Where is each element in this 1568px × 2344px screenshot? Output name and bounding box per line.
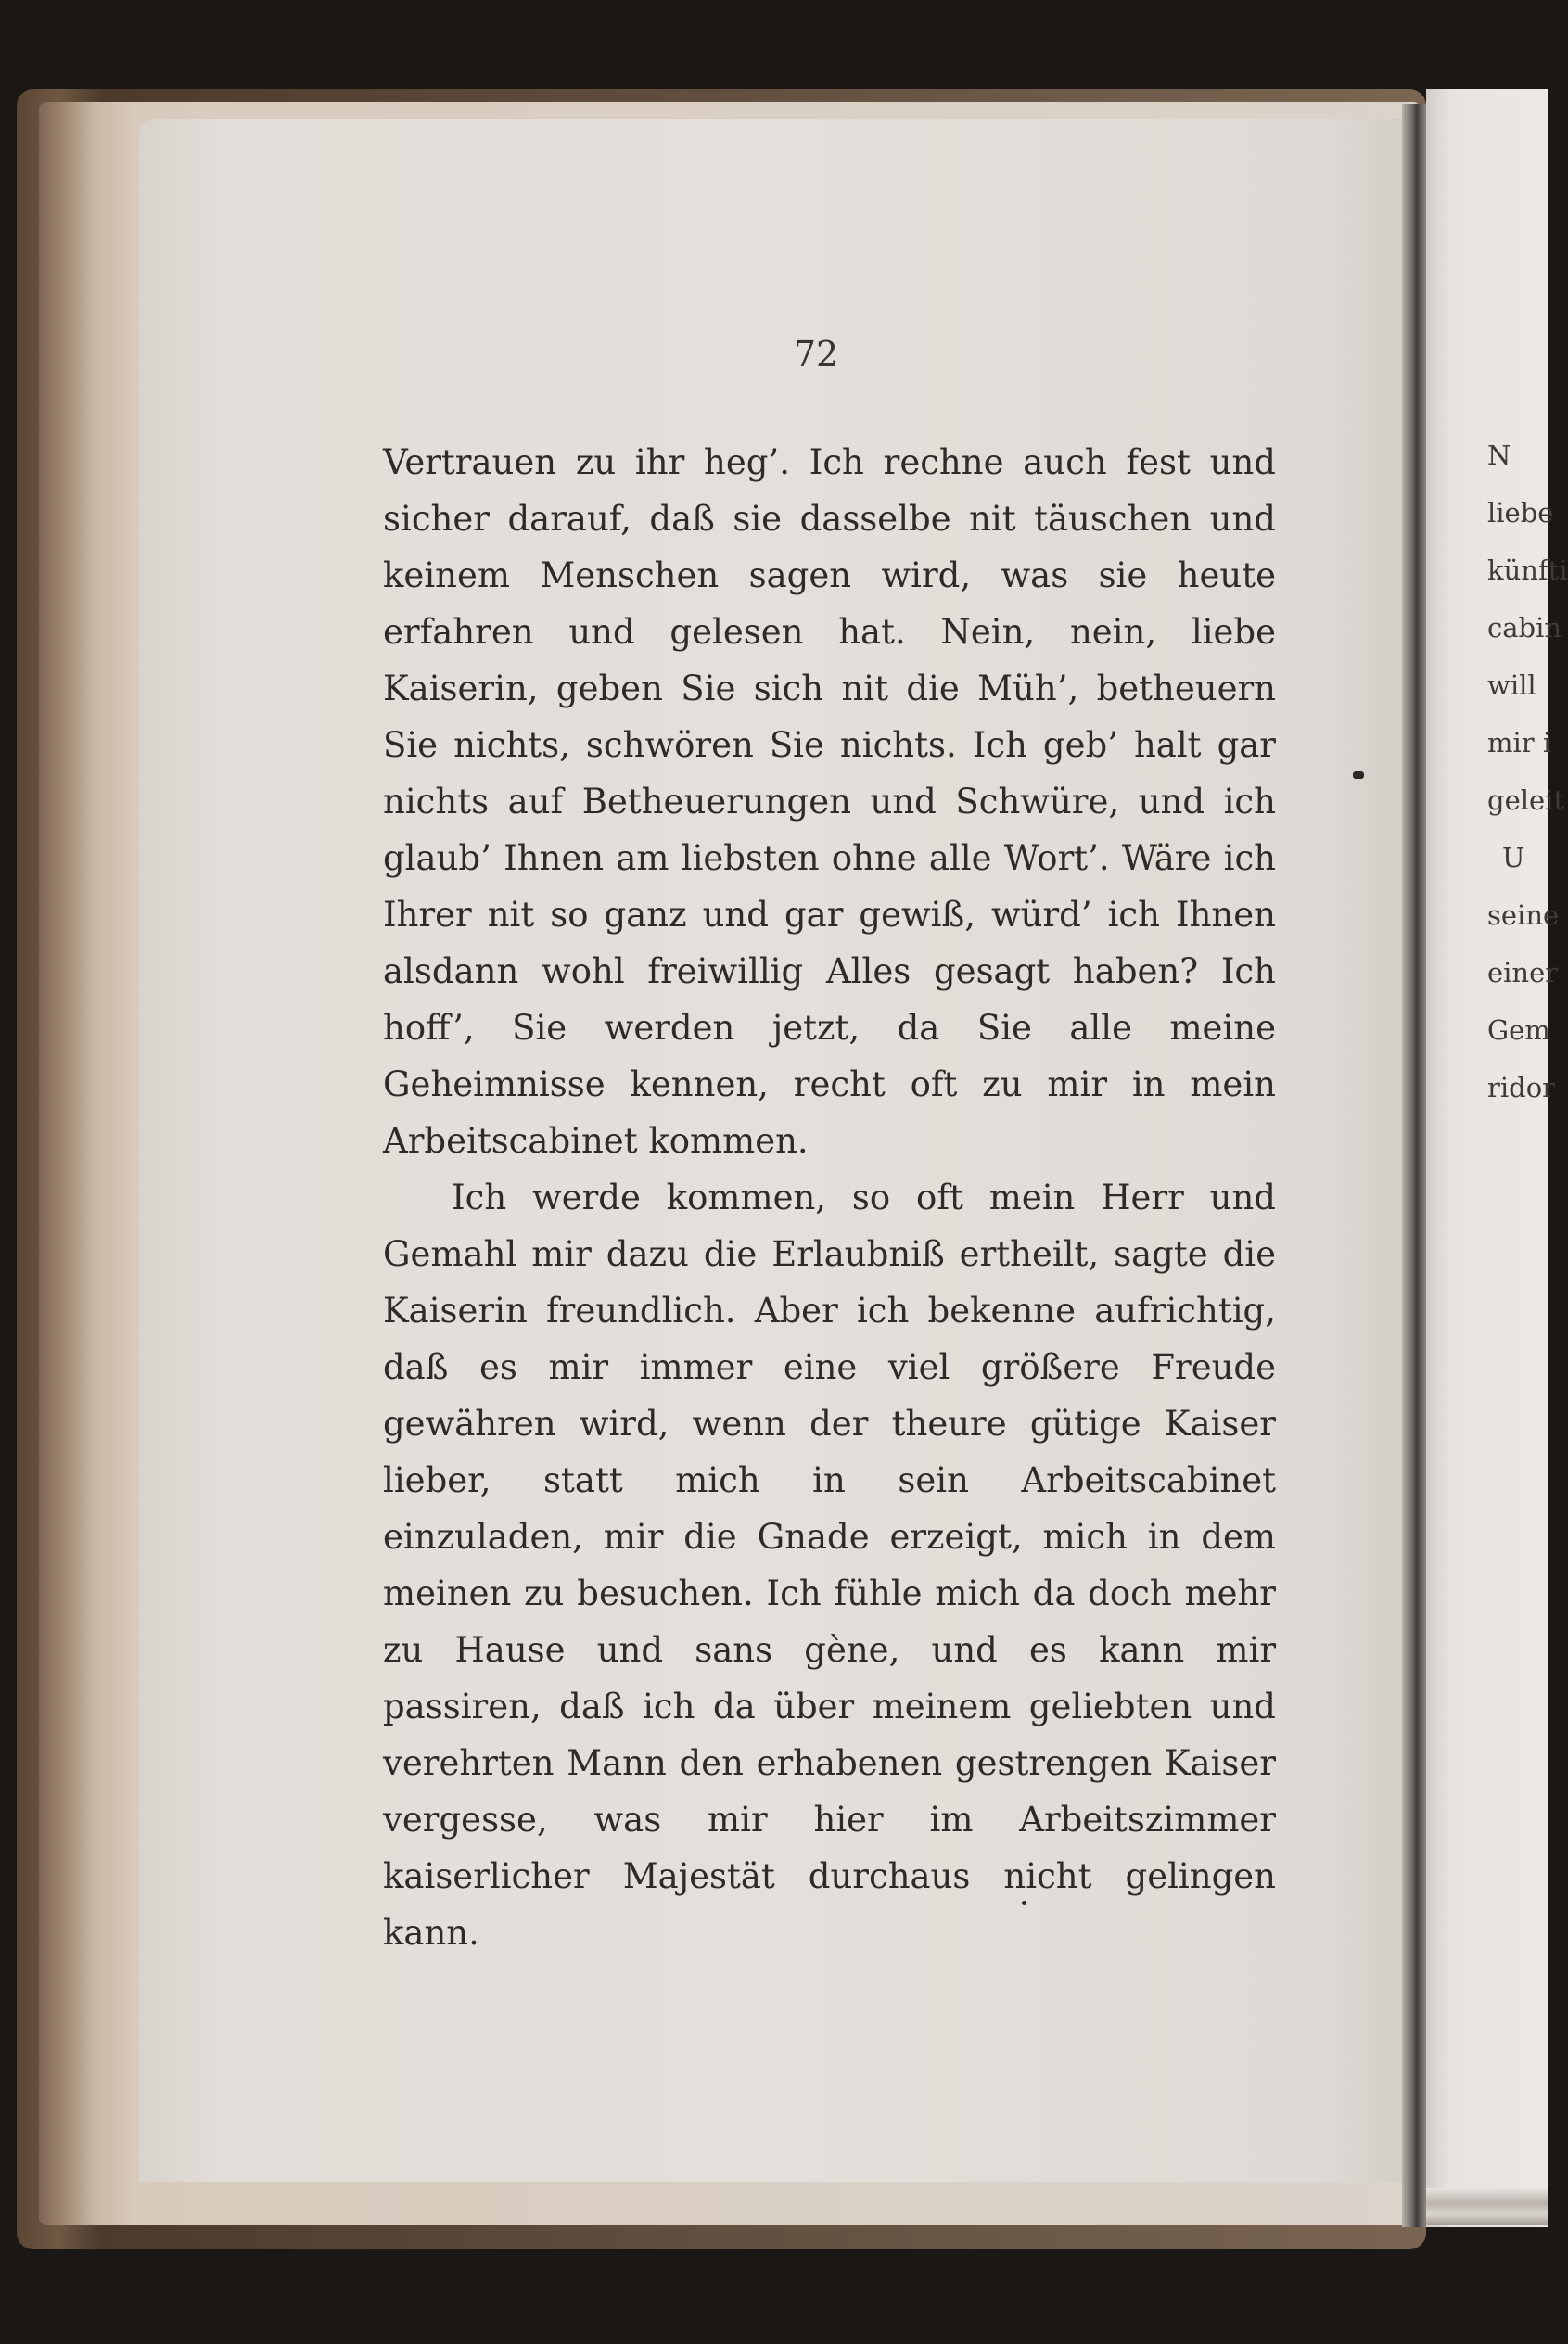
right-page — [1426, 89, 1568, 2227]
facing-page-fragment: cabin — [1487, 612, 1562, 643]
paragraph-1: Vertrauen zu ihr heg’. Ich rechne auch fest und sicher darauf, daß sie dasselbe nit täuschen und keinem Menschen sagen wird, was sie heute erfahren und gelesen hat. Nein, nein, liebe Kaiserin, geben Sie sich nit die Müh’, betheuern Sie nichts, schwören Sie nichts. Ich geb’ halt gar nichts auf Betheuerungen und Schwüre, und ich glaub’ Ihnen am liebsten ohne alle Wort’. Wäre ich Ihrer nit so ganz und gar gewiß, würd’ ich Ihnen alsdann wohl freiwillig Alles gesagt haben? Ich hoff’, Sie werden jetzt, da Sie alle meine Geheimnisse kennen, recht oft zu mir in mein Arbeitscabinet kommen. — [383, 442, 1276, 1161]
facing-page-fragment: U — [1502, 842, 1525, 873]
facing-page-text-fragments — [1487, 427, 1568, 1116]
facing-page-fragment: geleit — [1487, 784, 1565, 816]
facing-page-fragment: mir i — [1487, 727, 1552, 758]
paragraph-2: Ich werde kommen, so oft mein Herr und Gemahl mir dazu die Erlaubniß ertheilt, sagte die Kaiserin freundlich. Aber ich bekenne aufrichtig, daß es mir immer eine viel größere Freude gewähren wird, wenn der theure gütige Kaiser lieber, statt mich in sein Arbeitscabinet einzuladen, mir die Gnade erzeigt, mich in dem meinen zu besuchen. Ich fühle mich da doch mehr zu Hause und sans gène, und es kann mir passiren, daß ich da über meinem geliebten und verehrten Mann den erhabenen gestrengen Kaiser vergesse, was mir hier im Arbeitszimmer kaiserlicher Majestät durchaus nicht gelingen kann. — [383, 1178, 1276, 1953]
book-gutter — [1402, 104, 1426, 2227]
facing-page-fragment: künfti — [1487, 554, 1568, 586]
facing-page-fragment: seine — [1487, 899, 1560, 931]
facing-page-fragment: N — [1487, 440, 1511, 471]
facing-page-fragment: einer — [1487, 957, 1559, 988]
facing-page-fragment: ridor — [1487, 1072, 1556, 1103]
ink-speck — [1022, 1901, 1026, 1905]
facing-page-fragment: liebe — [1487, 497, 1554, 529]
facing-page-fragment: Gem — [1487, 1014, 1550, 1046]
facing-page-fragment: will — [1487, 669, 1536, 701]
page-number: 72 — [793, 334, 839, 375]
page-body-text — [383, 434, 1276, 1961]
right-page-bottom-edges — [1426, 2188, 1548, 2225]
ink-speck — [1353, 771, 1364, 779]
